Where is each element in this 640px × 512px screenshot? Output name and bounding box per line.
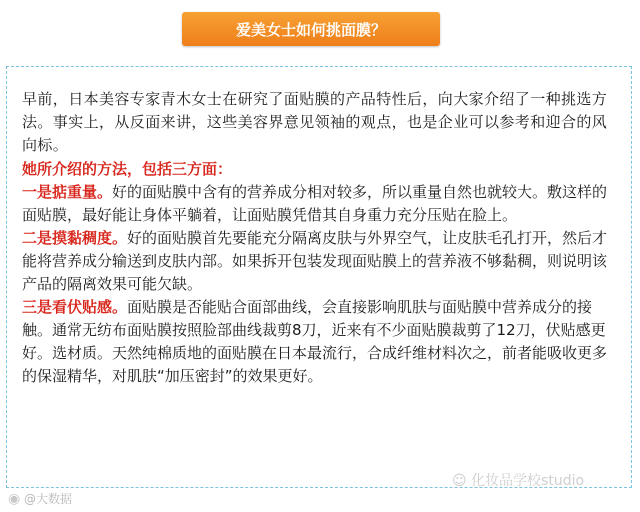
watermark-right — [452, 470, 584, 490]
method-2-text: 好的面贴膜首先要能充分隔离皮肤与外界空气，让皮肤毛孔打开，然后才能将营养成分输送到皮肤内部。如果拆开包装发现面贴膜上的营养液不够黏稠，则说明该产品的隔离效果可能欠缺。 — [22, 229, 608, 293]
title-banner — [182, 12, 440, 46]
method-1 — [22, 181, 618, 227]
article-body — [22, 88, 618, 388]
page-title: 爱美女士如何挑面膜？ — [235, 20, 386, 39]
watermark-right-text: 化妆品学校studio — [471, 473, 585, 489]
weibo-icon: ◉ — [8, 491, 21, 507]
method-3 — [22, 296, 618, 388]
method-1-text: 好的面贴膜中含有的营养成分相对较多，所以重量自然也就较大。敷这样的面贴膜，最好能让身体平躺着，让面贴膜凭借其自身重力充分压贴在脸上。 — [22, 183, 608, 224]
method-2 — [22, 227, 618, 296]
method-1-title: 一是掂重量。 — [22, 183, 113, 201]
method-3-title: 三是看伏贴感。 — [22, 298, 128, 316]
method-3-text: 面贴膜是否能贴合面部曲线，会直接影响肌肤与面贴膜中营养成分的接触。通常无纺布面贴膜按照脸部曲线裁剪8刀，近来有不少面贴膜裁剪了12刀，伏贴感更好。选材质。天然纯棉质地的面贴膜在日本最流行，合成纤维材料次之，前者能吸收更多的保湿精华，对肌肤“加压密封”的效果更好。 — [22, 298, 608, 385]
method-2-title: 二是摸黏稠度。 — [22, 229, 128, 247]
intro-paragraph: 早前，日本美容专家青木女士在研究了面贴膜的产品特性后，向大家介绍了一种挑选方法。事实上，从反面来讲，这些美容界意见领袖的观点，也是企业可以参考和迎合的风向标。 — [22, 90, 608, 154]
watermark-left-text: @大数据 — [24, 492, 73, 506]
methods-heading: 她所介绍的方法，包括三方面： — [22, 160, 233, 178]
watermark-left — [8, 490, 72, 507]
wechat-icon: ☺ — [452, 473, 467, 489]
